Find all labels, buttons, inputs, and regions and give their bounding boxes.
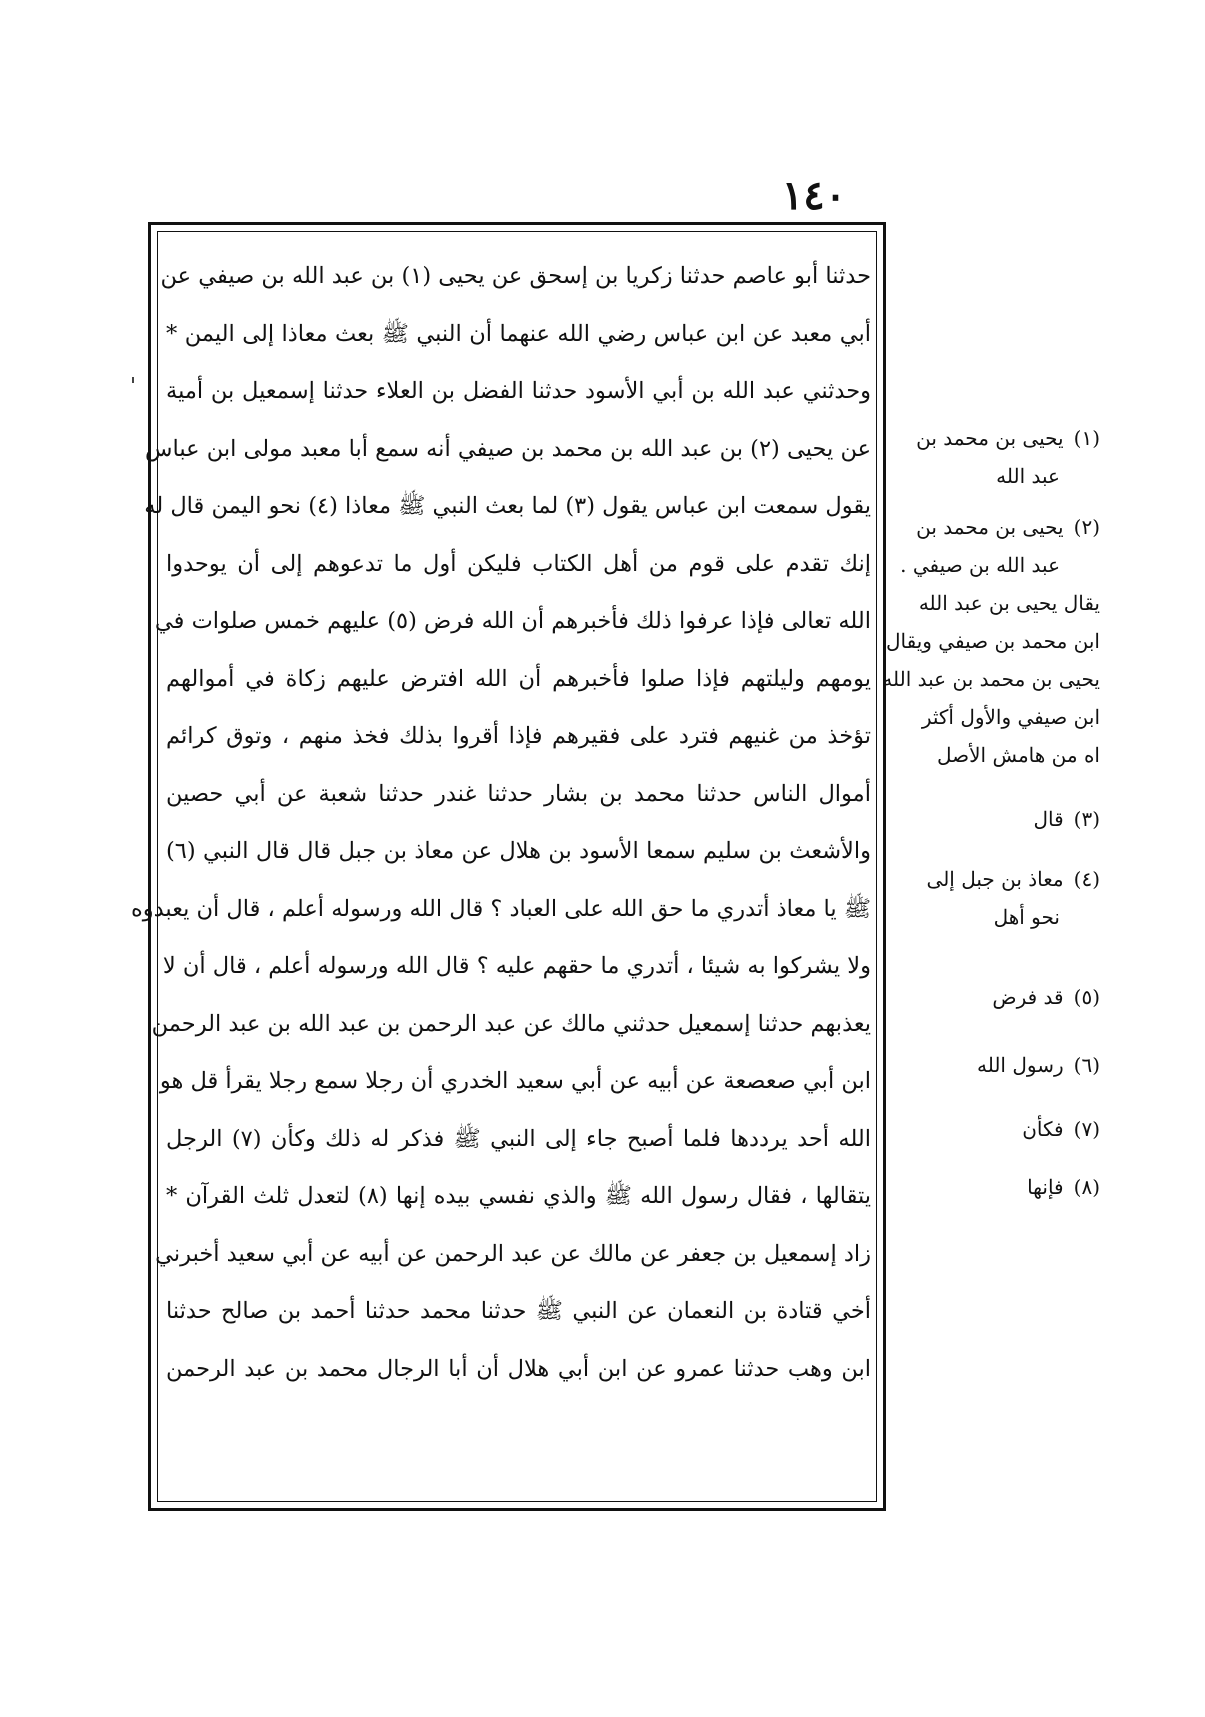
- margin-note-8: [890, 1168, 1100, 1206]
- note-text: فكأن: [1022, 1117, 1064, 1141]
- margin-tick-mark: [132, 377, 134, 383]
- note-text: عبد الله بن صيفي .: [900, 553, 1060, 577]
- text-line: أموال الناس حدثنا محمد بن بشار حدثنا غندر حدثنا شعبة عن أبي حصين: [166, 780, 871, 807]
- text-line: ﷺ يا معاذ أتدري ما حق الله على العباد ؟ قال الله ورسوله أعلم ، قال أن يعبدوه: [130, 895, 871, 922]
- margin-note-4: [890, 860, 1100, 936]
- note-marker: (٦): [1073, 1053, 1100, 1077]
- margin-note-7: [890, 1110, 1100, 1148]
- text-line: ولا يشركوا به شيئا ، أتدري ما حقهم عليه ؟ قال الله ورسوله أعلم ، قال أن لا: [162, 953, 871, 979]
- note-text: قد فرض: [992, 985, 1064, 1009]
- text-line: والأشعث بن سليم سمعا الأسود بن هلال عن معاذ بن جبل قال قال النبي (٦): [166, 838, 871, 864]
- note-text: نحو أهل: [993, 905, 1060, 929]
- note-text: يحيى بن محمد بن: [916, 515, 1064, 539]
- text-line: يومهم وليلتهم فإذا صلوا فأخبرهم أن الله افترض عليهم زكاة في أموالهم: [166, 665, 871, 692]
- text-line: ابن وهب حدثنا عمرو عن ابن أبي هلال أن أبا الرجال محمد بن عبد الرحمن: [166, 1355, 871, 1382]
- text-line: حدثنا أبو عاصم حدثنا زكريا بن إسحق عن يحيى (١) بن عبد الله بن صيفي عن: [160, 263, 871, 289]
- text-line: يعذبهم حدثنا إسمعيل حدثني مالك عن عبد الرحمن بن عبد الله بن عبد الرحمن: [151, 1010, 871, 1037]
- text-line: الله تعالى فإذا عرفوا ذلك فأخبرهم أن الله فرض (٥) عليهم خمس صلوات في: [154, 608, 871, 634]
- text-line: يتقالها ، فقال رسول الله ﷺ والذي نفسي بيده إنها (٨) لتعدل ثلث القرآن *: [166, 1183, 871, 1209]
- note-text: رسول الله: [976, 1053, 1064, 1077]
- note-text: يقال يحيى بن عبد الله: [918, 591, 1100, 615]
- note-marker: (٥): [1073, 985, 1100, 1009]
- note-text: قال: [1033, 807, 1064, 831]
- text-line: الله أحد يرددها فلما أصبح جاء إلى النبي ﷺ فذكر له ذلك وكأن (٧) الرجل: [166, 1125, 872, 1152]
- text-line: تؤخذ من غنيهم فترد على فقيرهم فإذا أقروا بذلك فخذ منهم ، وتوق كرائم: [166, 723, 871, 749]
- note-text: ابن صيفي والأول أكثر: [921, 705, 1100, 729]
- text-line: زاد إسمعيل بن جعفر عن مالك عن عبد الرحمن عن أبيه عن أبي سعيد أخبرني: [155, 1240, 871, 1267]
- note-marker: (٤): [1073, 867, 1100, 891]
- note-text: عبد الله: [996, 464, 1060, 488]
- text-line: عن يحيى (٢) بن عبد الله بن محمد بن صيفي أنه سمع أبا معبد مولى ابن عباس: [145, 435, 871, 462]
- note-marker: (٨): [1073, 1175, 1100, 1199]
- page-number: ١٤٠: [781, 172, 847, 219]
- note-marker: (١): [1073, 426, 1100, 450]
- main-text-block: [130, 248, 872, 1398]
- note-marker: (٧): [1073, 1117, 1100, 1141]
- margin-note-5: [890, 978, 1100, 1016]
- text-line: أخي قتادة بن النعمان عن النبي ﷺ حدثنا محمد حدثنا أحمد بن صالح حدثنا: [166, 1298, 871, 1324]
- note-text: يحيى بن محمد بن عبد الله: [882, 667, 1100, 691]
- note-text: فإنها: [1027, 1175, 1064, 1199]
- text-line: إنك تقدم على قوم من أهل الكتاب فليكن أول ما تدعوهم إلى أن يوحدوا: [166, 550, 871, 577]
- note-text: ابن محمد بن صيفي ويقال: [885, 629, 1100, 653]
- margin-note-6: [890, 1046, 1100, 1084]
- text-line: وحدثني عبد الله بن أبي الأسود حدثنا الفضل بن العلاء حدثنا إسمعيل بن أمية: [166, 378, 871, 404]
- note-text: معاذ بن جبل إلى: [926, 867, 1064, 891]
- margin-note-2: [882, 508, 1100, 774]
- text-line: ابن أبي صعصعة عن أبيه عن أبي سعيد الخدري أن رجلا سمع رجلا يقرأ قل هو: [159, 1068, 871, 1094]
- note-marker: (٣): [1073, 807, 1100, 831]
- margin-note-3: [890, 800, 1100, 838]
- note-marker: (٢): [1073, 515, 1100, 539]
- note-text: اه من هامش الأصل: [937, 743, 1100, 767]
- note-text: يحيى بن محمد بن: [916, 426, 1064, 450]
- text-line: أبي معبد عن ابن عباس رضي الله عنهما أن النبي ﷺ بعث معاذا إلى اليمن *: [166, 320, 871, 347]
- text-line: يقول سمعت ابن عباس يقول (٣) لما بعث النبي ﷺ معاذا (٤) نحو اليمن قال له: [144, 493, 871, 519]
- margin-note-1: [890, 419, 1100, 495]
